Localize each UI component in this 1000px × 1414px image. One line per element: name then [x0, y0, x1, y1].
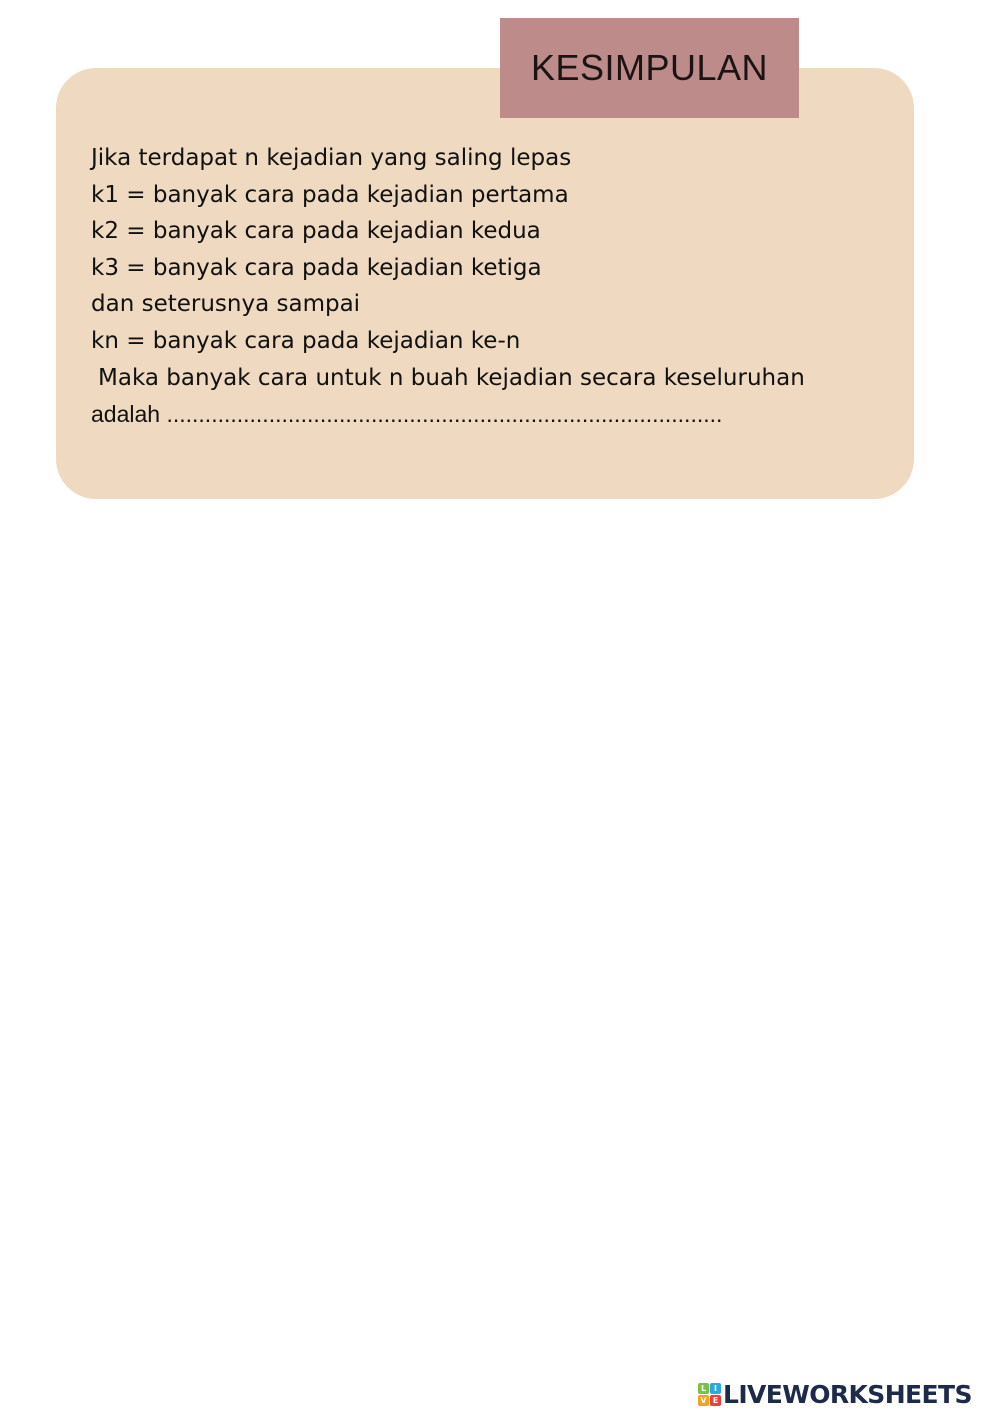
text-line: dan seterusnya sampai: [91, 291, 361, 318]
page-title: KESIMPULAN: [530, 47, 769, 88]
conclusion-text: [91, 140, 891, 433]
text-line: kn = banyak cara pada kejadian ke-n: [91, 327, 521, 354]
title-box: [500, 18, 799, 118]
logo-tile-e: E: [710, 1395, 721, 1406]
text-line: Maka banyak cara untuk n buah kejadian secara keseluruhan: [98, 364, 805, 391]
logo-tile-l: L: [698, 1383, 709, 1394]
liveworksheets-logo: [698, 1378, 972, 1410]
text-line: k3 = banyak cara pada kejadian ketiga: [91, 254, 542, 281]
logo-text: LIVEWORKSHEETS: [723, 1379, 972, 1409]
liveworksheets-logo-icon: [698, 1383, 721, 1406]
text-line: Jika terdapat n kejadian yang saling lepas: [91, 145, 572, 171]
logo-tile-v: V: [698, 1395, 709, 1406]
text-line: k2 = banyak cara pada kejadian kedua: [91, 218, 541, 245]
answer-line: adalah .......................................................................................: [91, 401, 723, 428]
text-line: k1 = banyak cara pada kejadian pertama: [91, 181, 569, 208]
logo-tile-i: I: [710, 1383, 721, 1394]
